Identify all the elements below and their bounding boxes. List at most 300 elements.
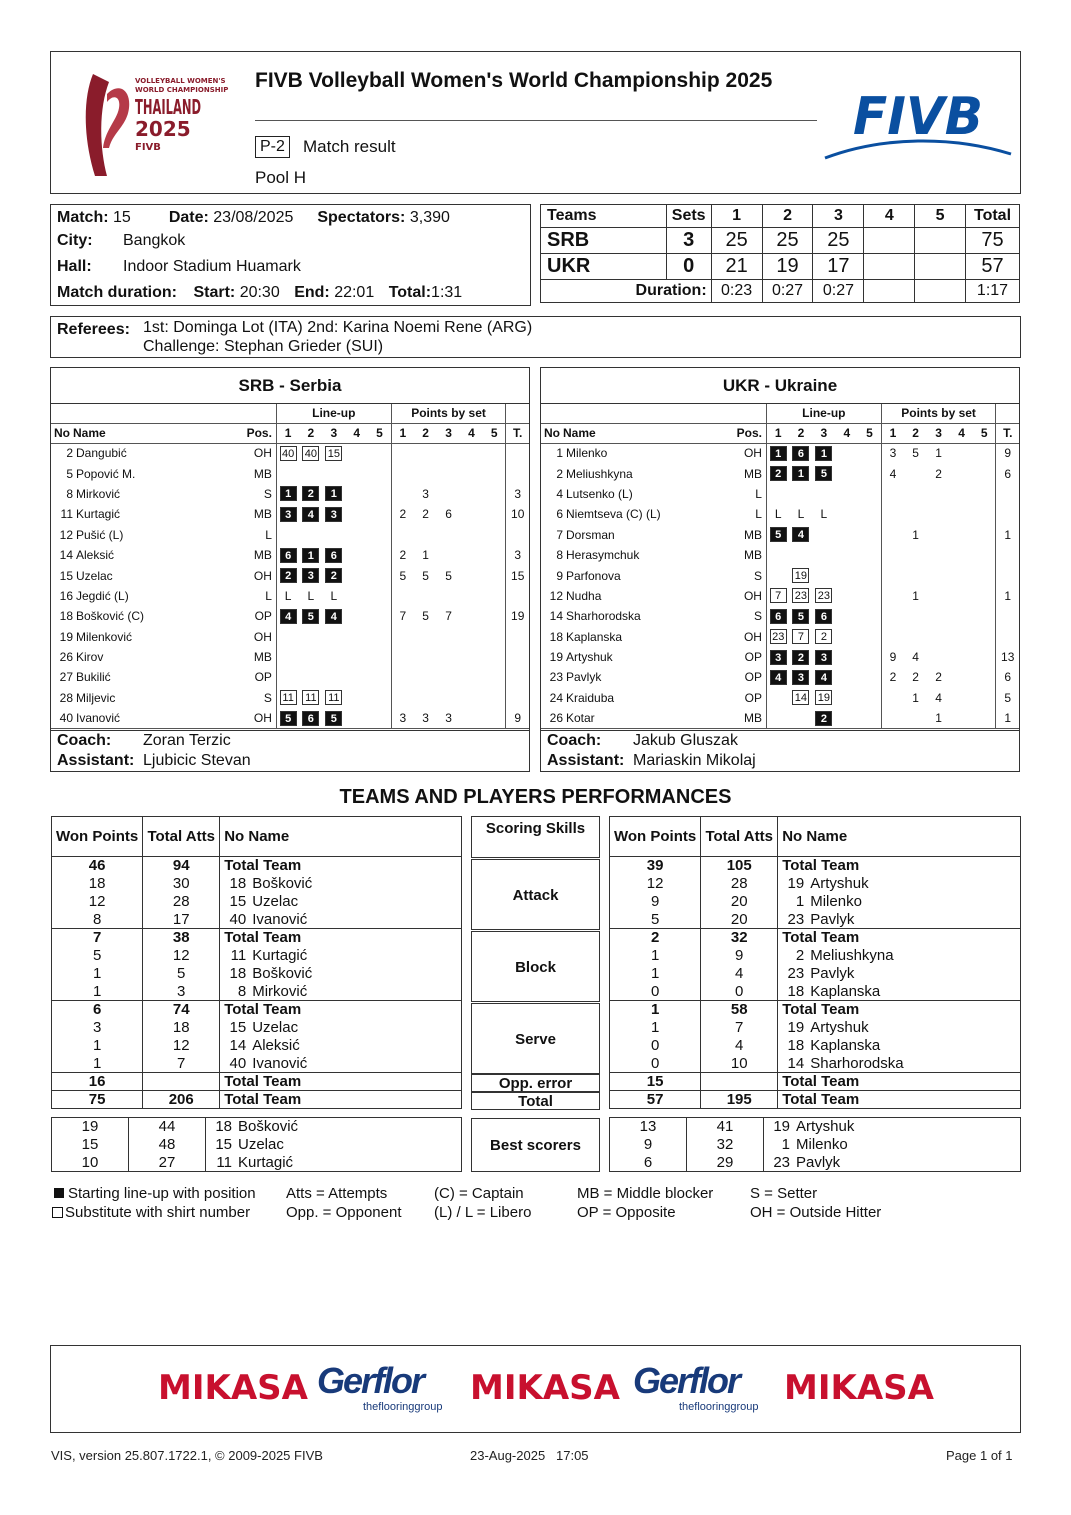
player-total [506,463,529,483]
lineup-cell [345,443,368,463]
set-points [460,484,483,504]
player-number: 2 [556,466,563,481]
lineup-cell [835,606,858,626]
assistant-label: Assistant: [57,752,135,769]
no-name-cell [206,1118,462,1136]
player-number: 11 [216,1153,232,1171]
sets-won: 3 [666,228,711,254]
substitute-box: 7 [770,588,787,603]
player-position: MB [253,548,272,563]
total-atts: 94 [143,857,220,875]
legend-col-4 [577,1184,713,1222]
player-name: Dorsman [566,527,615,542]
set-points [881,627,904,647]
won-points: 5 [52,947,143,965]
lineup-cell [812,545,835,565]
starter-box: 6 [280,548,297,563]
svg-text:VOLLEYBALL WOMEN'S: VOLLEYBALL WOMEN'S [135,77,226,85]
set-col-header: 1 [766,423,789,443]
player-row [51,565,529,585]
lineup-cell [766,463,789,483]
total-atts: 105 [701,857,778,875]
set-points [904,504,927,524]
set-points [437,463,460,483]
set-duration [864,280,915,303]
lineup-cell [858,525,881,545]
set-points [483,667,506,687]
lineup-cell [789,565,812,585]
set-points [973,463,996,483]
player-name: Milenković [76,629,133,644]
player-cell [51,708,247,728]
set-points [927,647,950,667]
match-date: 23/08/2025 [213,208,294,226]
total-atts: 9 [701,947,778,965]
substitute-box: 23 [770,629,787,644]
set-points [414,525,437,545]
no-name-cell [778,947,1021,965]
team-title: SRB - Serbia [51,368,529,404]
svg-text:FIVB: FIVB [135,142,161,153]
set-points [927,504,950,524]
lineup-cell [299,525,322,545]
lineup-cell [812,647,835,667]
name-header: Name [73,426,106,440]
set-points: 1 [935,446,942,461]
starter-box: 4 [770,670,787,685]
set-points: 1 [912,690,919,705]
set-score [864,254,915,280]
won-points: 6 [610,1154,687,1172]
set-points [483,708,506,728]
points-header: Points by set [391,404,506,423]
player-name: Dangubić [76,446,127,461]
player-row [541,688,1019,708]
player-number: 18 [59,609,73,624]
sets-header-row [541,205,1020,228]
lineup-cell [858,688,881,708]
player-position: L [755,486,762,501]
team-roster-ukr [540,367,1020,772]
best-scorers-table-left [51,1117,462,1172]
lineup-cell [299,443,322,463]
legend-item: Substitute with shirt number [65,1204,251,1221]
starter-box: 3 [325,507,342,522]
lineup-cell [276,463,299,483]
lineup-cell [276,647,299,667]
player-cell [541,606,737,626]
legend-item: MB = Middle blocker [577,1185,714,1202]
player-name: Total Team [782,1001,860,1019]
player-name: Aleksić [252,1037,300,1054]
lineup-cell [299,545,322,565]
assistant-name: Ljubicic Stevan [143,752,251,769]
won-points: 1 [610,1001,701,1019]
lineup-cell [322,647,345,667]
player-number: 9 [556,568,563,583]
best-scorer-row [52,1136,462,1154]
player-number: 14 [59,548,73,563]
lineup-cell [835,525,858,545]
duration-label: Duration: [541,280,712,303]
player-name: Kurtagić [238,1153,294,1171]
assistant-line [57,752,251,770]
lineup-cell [789,463,812,483]
lineup-cell [368,504,391,524]
set-col-header: 3 [330,426,338,440]
total-atts-header: Total Atts [701,817,778,857]
substitute-box: 19 [792,568,809,583]
no-name-cell [778,1073,1021,1091]
starter-box: 3 [815,650,832,665]
player-cell [51,484,247,504]
set-points [950,504,973,524]
lineup-cell [766,627,789,647]
player-name: Ivanović [252,1054,308,1072]
lineup-cell [835,504,858,524]
player-name: Uzelac [252,893,299,910]
total-atts: 5 [143,965,220,983]
doc-title: Match result [303,137,396,156]
player-cell [541,463,737,483]
no-name-cell [778,983,1021,1001]
sets-won: 0 [666,254,711,280]
player-name: Parfonova [566,568,621,583]
starter-box: 1 [770,446,787,461]
legend-item: Atts = Attempts [286,1185,388,1202]
set-points [950,627,973,647]
set-points [414,586,437,606]
player-name: Pavlyk [810,965,855,982]
starter-box: 3 [280,507,297,522]
starter-box: 6 [325,548,342,563]
set-points: 4 [881,463,904,483]
set-points [904,484,927,504]
fivb-logo [823,82,1013,162]
best-scorer-row [52,1154,462,1172]
set-points [460,708,483,728]
player-position: S [263,690,272,705]
lineup-cell [858,545,881,565]
set-points [483,443,506,463]
player-position: S [263,486,272,501]
total-atts: 18 [143,1019,220,1037]
lineup-cell [276,545,299,565]
player-position: L [265,588,272,603]
lineup-cell [766,667,789,687]
player-name: Aleksić [76,548,115,563]
lineup-cell [322,606,345,626]
player-number: 15 [59,568,73,583]
player-row [51,627,529,647]
lineup-cell [812,708,835,728]
total-atts: 20 [701,911,778,929]
lineup-cell [276,667,299,687]
set-points: 2 [935,466,942,481]
total-atts: 7 [143,1055,220,1073]
starter-box: 4 [815,670,832,685]
won-points: 12 [52,893,143,911]
set-col-header: 5 [490,426,498,440]
set-col-header: 3 [445,426,452,440]
player-number: 18 [229,875,247,892]
total-atts: 58 [701,1001,778,1019]
no-name-cell [220,875,462,893]
legend-item: OH = Outside Hitter [750,1204,882,1221]
set-points [391,525,414,545]
lineup-cell [345,708,368,728]
substitute-box: 23 [815,588,832,603]
won-points: 1 [610,965,701,983]
set-points [950,463,973,483]
starter-box: 4 [792,527,809,542]
player-total [506,525,529,545]
player-number: 19 [787,1019,805,1036]
lineup-cell [322,708,345,728]
lineup-cell: L [307,588,315,603]
set-points [950,545,973,565]
empty-square-icon [52,1207,63,1218]
set-points [437,484,460,504]
player-stat-row [610,1055,1021,1073]
player-row [541,667,1019,687]
coach-name: Zoran Terzic [143,732,231,749]
starter-box: 3 [770,650,787,665]
player-number: 14 [229,1037,247,1054]
set-points [973,647,996,667]
set-points [460,565,483,585]
lineup-header: Line-up [276,404,391,423]
set-points [460,443,483,463]
set-points [950,688,973,708]
set-col-header: 3 [820,426,828,440]
player-name: Ivanović [252,910,308,928]
starter-box: 6 [815,609,832,624]
total-atts: 32 [687,1136,764,1154]
player-name: Pavlyk [566,670,602,685]
won-points: 46 [52,857,143,875]
player-cell [51,586,247,606]
set-points [973,627,996,647]
total-atts: 44 [129,1118,206,1136]
player-position: MB [743,527,762,542]
substitute-box: 11 [302,690,319,705]
player-total [996,606,1019,626]
player-name: Miljevic [76,690,116,705]
lineup-cell: L [766,504,789,524]
won-points: 6 [52,1001,143,1019]
player-position: MB [743,711,762,726]
player-number: 18 [787,1037,805,1054]
set-points [950,708,973,728]
set-points [483,688,506,708]
set-points [973,606,996,626]
player-position: MB [743,466,762,481]
set-points [881,525,904,545]
performance-header-row [610,817,1021,857]
won-points: 1 [610,947,701,965]
player-total: 1 [996,708,1019,728]
set-col-header: 2 [912,426,919,440]
player-name: Total Team [224,1073,302,1090]
lineup-cell [276,627,299,647]
lineup-cell [299,667,322,687]
lineup-cell [276,484,299,504]
date-label: Date: [168,208,209,226]
player-total [996,504,1019,524]
substitute-box: 15 [325,446,342,461]
won-points: 0 [610,983,701,1001]
no-name-cell [778,1055,1021,1073]
mikasa-logo: MIKASA [470,1368,620,1408]
best-scorer-row [610,1136,1021,1154]
player-name: Milenko [566,446,608,461]
set-points [950,667,973,687]
skill-label: Serve [471,1003,600,1074]
set-points [437,627,460,647]
won-points: 2 [610,929,701,947]
set-col-header: 3 [935,426,942,440]
set-score: 19 [762,254,813,280]
lineup-cell [835,708,858,728]
player-stat-row [52,983,462,1001]
lineup-cell [812,688,835,708]
lineup-cell [345,504,368,524]
player-name: Total Team [224,1091,302,1108]
player-stat-row [52,875,462,893]
no-name-cell [220,893,462,911]
set-score: 25 [813,228,864,254]
won-points: 39 [610,857,701,875]
player-number: 4 [556,486,563,501]
no-name-cell [206,1136,462,1154]
lineup-cell [322,667,345,687]
sponsors-box [50,1345,1021,1433]
player-stat-row [610,875,1021,893]
player-name: Ivanović [76,711,121,726]
no-name-cell [778,929,1021,947]
set-points: 3 [422,486,429,501]
team-code: SRB [541,228,667,254]
no-name-cell [778,857,1021,875]
player-number: 8 [237,982,247,1000]
set-col-header: 4 [353,426,361,440]
lineup-cell [858,667,881,687]
player-row [51,463,529,483]
set-points [437,525,460,545]
lineup-cell [276,565,299,585]
total-atts: 29 [687,1154,764,1172]
set-score: 25 [762,228,813,254]
starter-box: 5 [325,711,342,726]
player-number: 24 [549,690,563,705]
roster-subheader-row [51,423,529,443]
lineup-cell [345,688,368,708]
player-number: 7 [556,527,563,542]
lineup-cell [322,504,345,524]
starter-box: 5 [280,711,297,726]
player-name: Mirković [76,486,120,501]
player-name: Total Team [224,1001,302,1019]
lineup-cell [789,647,812,667]
header-box [50,51,1021,194]
gerflor-logo: Gerflor [317,1360,424,1401]
player-number: 11 [60,507,73,522]
no-name-cell [778,1001,1021,1019]
player-name: Bošković [252,875,313,892]
substitute-box: 14 [792,690,809,705]
end-time: 22:01 [334,284,375,301]
player-total [506,688,529,708]
lineup-cell [789,708,812,728]
legend-item: OP = Opposite [577,1204,676,1221]
duration-label: Match duration: [57,284,177,301]
starter-box: 4 [280,609,297,624]
substitute-box: 40 [280,446,297,461]
player-number: 23 [787,965,805,982]
lineup-cell [858,565,881,585]
set-col-header: 4 [843,426,851,440]
team-total-row [610,1001,1021,1019]
set-points [483,525,506,545]
lineup-cell [789,667,812,687]
player-row [541,565,1019,585]
player-name: Total Team [782,1073,860,1090]
lineup-cell [835,586,858,606]
set-points: 2 [391,545,414,565]
set-points [881,545,904,565]
player-name: Total Team [782,857,860,875]
lineup-cell [766,484,789,504]
total-score: 57 [966,254,1020,280]
won-points: 15 [52,1136,129,1154]
no-name-cell [778,893,1021,911]
player-cell [51,606,247,626]
set-points [391,647,414,667]
player-number: 2 [66,446,73,461]
set-points [927,627,950,647]
lineup-cell [789,545,812,565]
lineup-cell: L [797,507,805,522]
total-score: 75 [966,228,1020,254]
player-position: OH [743,629,762,644]
lineup-cell [766,443,789,463]
player-cell [541,504,737,524]
total-atts: 206 [143,1091,220,1109]
substitute-box: 40 [302,446,319,461]
lineup-cell [835,463,858,483]
player-name: Kotar [566,711,595,726]
set-points [391,484,414,504]
lineup-cell [322,627,345,647]
sets-header-cell: 4 [864,205,915,228]
player-stat-row [610,893,1021,911]
set-points [414,688,437,708]
no-name-cell [764,1118,1021,1136]
total-duration: 1:17 [966,280,1020,303]
lineup-cell [858,586,881,606]
team-total-row [610,857,1021,875]
set-points [391,688,414,708]
no-name-cell [220,1073,462,1091]
lineup-cell [858,443,881,463]
player-number: 23 [549,670,563,685]
set-points [460,647,483,667]
set-points: 2 [935,670,942,685]
starter-box: 6 [302,711,319,726]
lineup-cell [368,443,391,463]
starter-box: 4 [325,609,342,624]
